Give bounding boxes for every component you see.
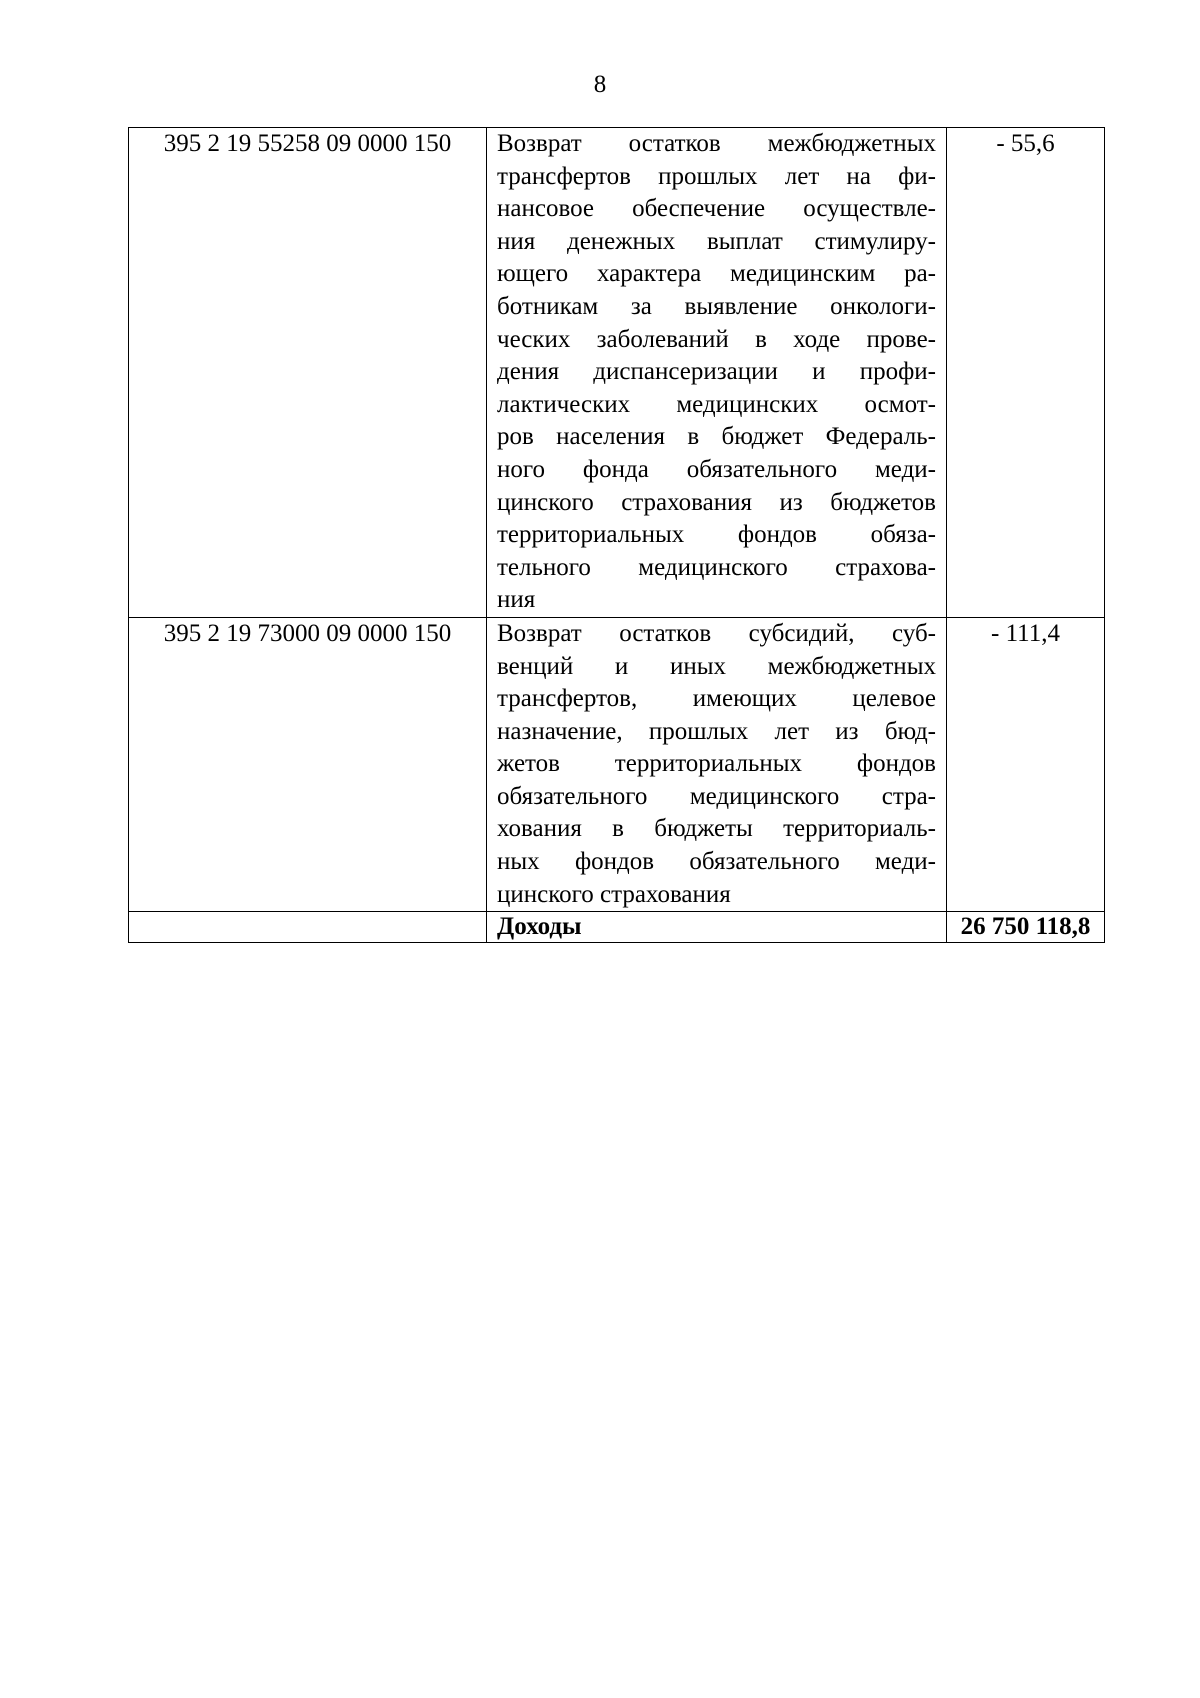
description-line: обязательного медицинского стра- (497, 782, 936, 810)
budget-code-cell: 395 2 19 73000 09 0000 150 (129, 617, 487, 911)
table-row (129, 617, 1105, 911)
description-line: венций и иных межбюджетных (497, 652, 936, 680)
description-line: Возврат остатков субсидий, суб- (497, 619, 936, 647)
amount-cell: - 55,6 (947, 128, 1105, 618)
description-line: дения диспансеризации и профи- (497, 358, 936, 386)
description-line: трансфертов, имеющих целевое (497, 685, 936, 713)
description-line: нансовое обеспечение осуществле- (497, 195, 936, 223)
description-cell (487, 128, 947, 618)
description-line: цинского страхования (497, 880, 731, 908)
description-line: цинского страхования из бюджетов (497, 488, 936, 516)
table-row (129, 128, 1105, 618)
description-line: ных фондов обязательного меди- (497, 848, 936, 876)
amount-cell: - 111,4 (947, 617, 1105, 911)
description-line: ющего характера медицинским ра- (497, 260, 936, 288)
total-row (129, 912, 1105, 943)
table-body (129, 128, 1105, 943)
total-amount-cell: 26 750 118,8 (947, 912, 1105, 943)
description-line: ния (497, 586, 536, 614)
total-label-cell: Доходы (487, 912, 947, 943)
budget-code-cell: 395 2 19 55258 09 0000 150 (129, 128, 487, 618)
description-line: Возврат остатков межбюджетных (497, 130, 936, 157)
total-code-cell (129, 912, 487, 943)
description-line: лактических медицинских осмот- (497, 390, 936, 418)
description-line: ческих заболеваний в ходе прове- (497, 325, 936, 353)
description-line: ного фонда обязательного меди- (497, 455, 936, 483)
description-line: ботникам за выявление онкологи- (497, 292, 936, 320)
description-line: ров населения в бюджет Федераль- (497, 423, 936, 451)
description-line: хования в бюджеты территориаль- (497, 815, 936, 843)
description-line: жетов территориальных фондов (497, 750, 936, 778)
description-line: назначение, прошлых лет из бюд- (497, 717, 936, 745)
revenue-table (128, 127, 1105, 943)
description-line: тельного медицинского страхова- (497, 553, 936, 581)
description-line: трансфертов прошлых лет на фи- (497, 162, 936, 190)
description-line: территориальных фондов обяза- (497, 521, 936, 549)
description-line: ния денежных выплат стимулиру- (497, 227, 936, 255)
description-cell (487, 617, 947, 911)
page-number: 8 (593, 71, 607, 98)
